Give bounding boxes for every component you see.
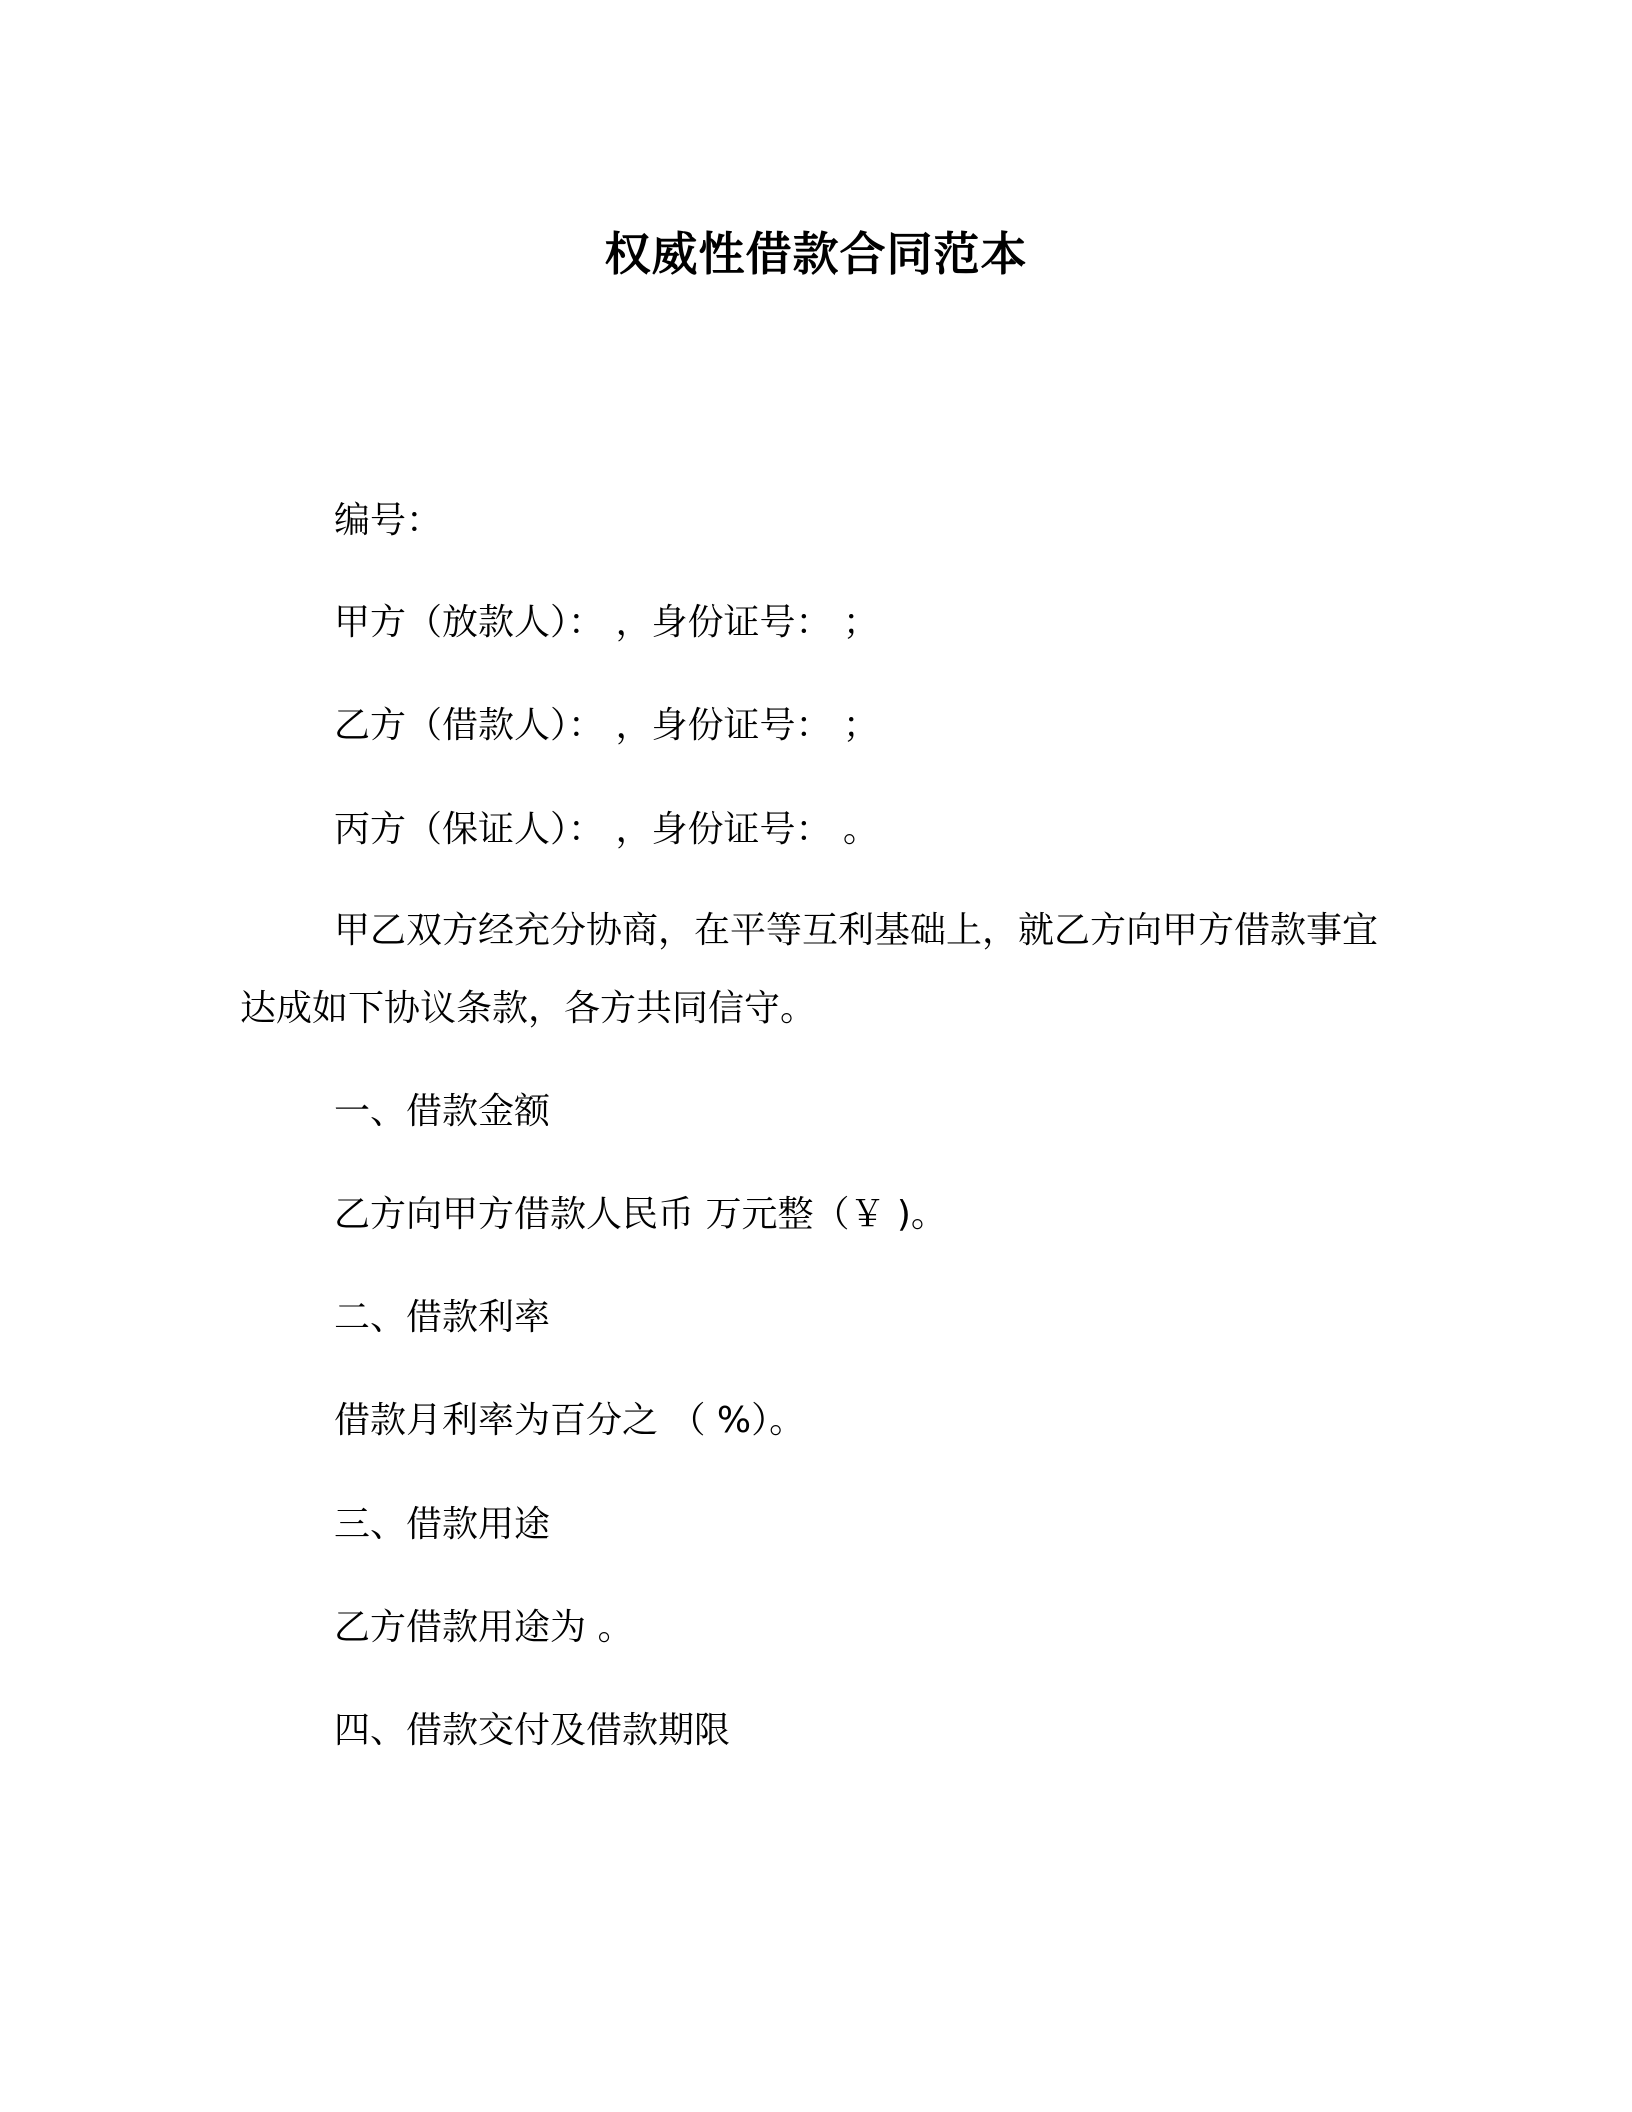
section-body: 借款月利率为百分之 （ %）。 [334, 1400, 806, 1441]
section-heading: 二、借款利率 [334, 1297, 551, 1338]
section-heading: 三、借款用途 [334, 1504, 551, 1545]
section-body: 乙方向甲方借款人民币 万元整（￥ )。 [334, 1194, 947, 1235]
document-title: 权威性借款合同范本 [604, 227, 1028, 281]
section-body: 乙方借款用途为 。 [334, 1607, 634, 1648]
section-heading: 一、借款金额 [334, 1091, 551, 1132]
party-b-line: 乙方（借款人）： ，身份证号： ； [334, 705, 879, 746]
party-a-line: 甲方（放款人）： ，身份证号： ； [334, 602, 879, 643]
contract-number-label: 编号： [334, 500, 443, 541]
party-c-line: 丙方（保证人）： ，身份证号： 。 [334, 809, 879, 850]
intro-paragraph: 甲乙双方经充分协商，在平等互利基础上，就乙方向甲方借款事宜达成如下协议条款，各方共同信守。 [240, 910, 1379, 1029]
section-heading: 四、借款交付及借款期限 [334, 1710, 731, 1751]
